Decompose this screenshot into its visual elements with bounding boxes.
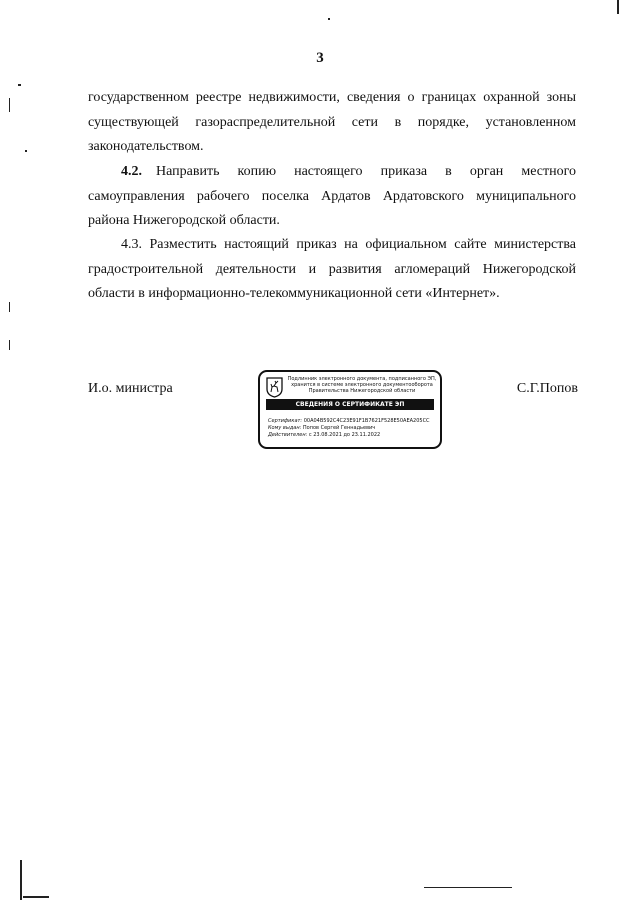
scan-edge-mark	[23, 896, 49, 898]
paragraph-line: района Нижегородской области.	[88, 213, 280, 228]
certificate-header-line: Подлинник электронного документа, подписанного ЭП,	[287, 376, 437, 382]
scan-edge-mark	[25, 150, 27, 152]
paragraph-line: государственном реестре недвижимости, сведения о границах охранной зоны	[88, 90, 576, 105]
certificate-header-line: хранится в системе электронного документооборота	[291, 382, 433, 389]
field-value: с 23.08.2021 до 23.11.2022	[308, 432, 381, 438]
certificate-validity	[268, 432, 438, 439]
paragraph-line: градостроительной деятельности и развития агломераций Нижегородской	[88, 261, 576, 277]
scan-edge-mark	[9, 302, 10, 312]
paragraph-line	[88, 233, 576, 258]
field-label: Кому выдан:	[268, 425, 302, 431]
paragraph-line	[88, 160, 576, 185]
paragraph-number: 4.2.	[121, 164, 142, 179]
paragraph-line-text: Направить копию настоящего приказа в орган местного	[156, 164, 576, 179]
paragraph-4-2	[88, 160, 576, 234]
field-value: Попов Сергей Геннадьевич	[302, 425, 376, 431]
signer-name: С.Г.Попов	[516, 381, 578, 396]
deer-coat-of-arms-icon	[266, 377, 283, 398]
field-value: 00A04B592C4C23E91F1B7621F528E50AEA205CC	[303, 418, 430, 424]
certificate-header-line: Правительства Нижегородской области	[308, 388, 416, 395]
field-label: Действителен:	[268, 432, 308, 438]
certificate-owner	[268, 425, 438, 432]
paragraph-4-3	[88, 233, 576, 307]
paragraph-line-text: Разместить настоящий приказ на официальном сайте министерства	[149, 237, 577, 252]
e-signature-stamp	[258, 370, 442, 449]
scan-edge-mark	[9, 340, 10, 350]
scan-edge-mark	[20, 860, 22, 900]
paragraph-number: 4.3.	[121, 237, 142, 252]
scan-edge-mark	[18, 84, 21, 86]
paragraph-line: самоуправления рабочего поселка Ардатов Ардатовского муниципального	[88, 188, 576, 204]
paragraph-line: существующей газораспределительной сети в порядке, установленном	[88, 114, 576, 130]
scan-edge-mark	[328, 18, 330, 20]
certificate-serial	[268, 418, 438, 425]
scan-edge-mark	[617, 0, 619, 14]
signer-position: И.о. министра	[88, 381, 173, 396]
certificate-title: СВЕДЕНИЯ О СЕРТИФИКАТЕ ЭП	[266, 399, 434, 410]
field-label: Сертификат:	[268, 418, 303, 424]
certificate-details	[268, 418, 438, 439]
paragraph-continuation	[88, 86, 576, 160]
certificate-header	[286, 376, 438, 395]
paragraph-line: области в информационно-телекоммуникационной сети «Интернет».	[88, 286, 500, 301]
paragraph-line: законодательством.	[88, 139, 204, 154]
scan-edge-mark	[424, 887, 512, 888]
page-number: 3	[316, 50, 324, 66]
scan-edge-mark	[9, 98, 10, 112]
